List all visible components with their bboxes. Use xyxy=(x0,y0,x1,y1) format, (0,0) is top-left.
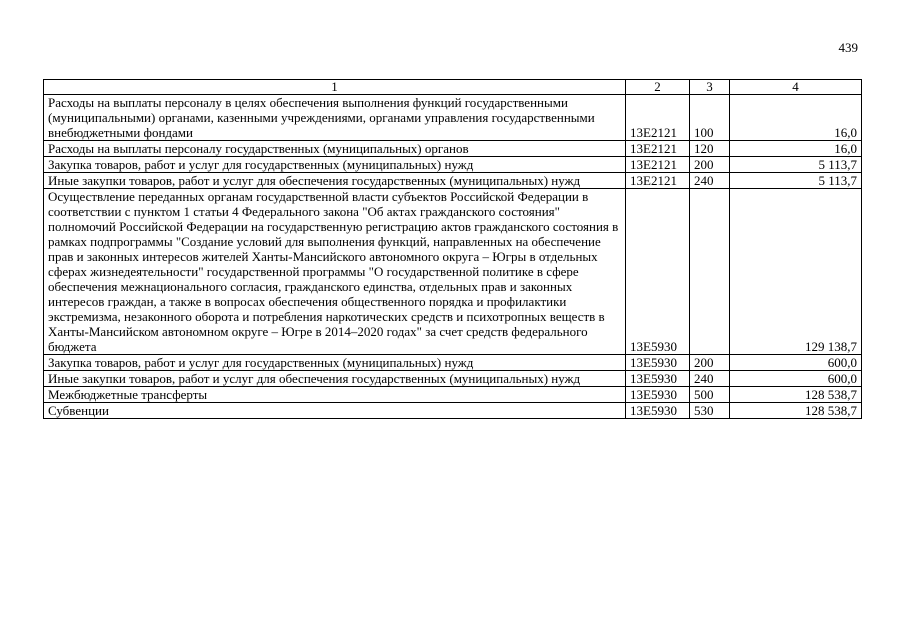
cell-type: 530 xyxy=(690,403,730,419)
cell-type xyxy=(690,189,730,355)
budget-table xyxy=(43,79,862,419)
cell-amount: 128 538,7 xyxy=(730,387,862,403)
table-row xyxy=(44,403,862,419)
column-header-amount: 4 xyxy=(730,80,862,95)
cell-code: 13Е5930 xyxy=(626,355,690,371)
cell-amount: 600,0 xyxy=(730,371,862,387)
cell-amount: 16,0 xyxy=(730,95,862,141)
cell-type: 240 xyxy=(690,371,730,387)
cell-code: 13Е5930 xyxy=(626,403,690,419)
column-header-type: 3 xyxy=(690,80,730,95)
page-number: 439 xyxy=(838,40,858,55)
cell-amount: 600,0 xyxy=(730,355,862,371)
cell-amount: 129 138,7 xyxy=(730,189,862,355)
cell-amount: 16,0 xyxy=(730,141,862,157)
table-row xyxy=(44,157,862,173)
cell-name: Расходы на выплаты персоналу в целях обеспечения выполнения функций государственными (муниципальными) органами, казенными учреждениями, органами управления государственными внебюджетными фондами xyxy=(44,95,626,141)
cell-type: 500 xyxy=(690,387,730,403)
cell-name: Иные закупки товаров, работ и услуг для обеспечения государственных (муниципальных) нужд xyxy=(44,371,626,387)
table-row xyxy=(44,141,862,157)
cell-code: 13Е2121 xyxy=(626,141,690,157)
table-row xyxy=(44,189,862,355)
cell-code: 13Е2121 xyxy=(626,95,690,141)
table-header-row xyxy=(44,80,862,95)
cell-type: 100 xyxy=(690,95,730,141)
table-row xyxy=(44,371,862,387)
cell-name: Закупка товаров, работ и услуг для государственных (муниципальных) нужд xyxy=(44,157,626,173)
cell-name: Расходы на выплаты персоналу государственных (муниципальных) органов xyxy=(44,141,626,157)
table-row xyxy=(44,95,862,141)
cell-name: Закупка товаров, работ и услуг для государственных (муниципальных) нужд xyxy=(44,355,626,371)
column-header-name: 1 xyxy=(44,80,626,95)
cell-code: 13Е5930 xyxy=(626,371,690,387)
column-header-code: 2 xyxy=(626,80,690,95)
table-row xyxy=(44,173,862,189)
cell-type: 120 xyxy=(690,141,730,157)
cell-type: 200 xyxy=(690,355,730,371)
cell-type: 240 xyxy=(690,173,730,189)
cell-amount: 5 113,7 xyxy=(730,157,862,173)
cell-type: 200 xyxy=(690,157,730,173)
table-row xyxy=(44,387,862,403)
cell-code: 13Е2121 xyxy=(626,173,690,189)
cell-name: Иные закупки товаров, работ и услуг для обеспечения государственных (муниципальных) нужд xyxy=(44,173,626,189)
cell-amount: 128 538,7 xyxy=(730,403,862,419)
table-row xyxy=(44,355,862,371)
cell-code: 13Е5930 xyxy=(626,189,690,355)
cell-name: Осуществление переданных органам государственной власти субъектов Российской Федерации в соответствии с пунктом 1 статьи 4 Федерального закона "Об актах гражданского состояния" полномочий Российской Федерации на государственную регистрацию актов гражданского состояния в рамках подпрограммы "Создание условий для выполнения функций, направленных на обеспечение прав и законных интересов жителей Ханты-Мансийского автономного округа – Югры в отдельных сферах жизнедеятельности" государственной программы "О государственной политике в сфере обеспечения межнационального согласия, гражданского единства, отдельных прав и законных интересов граждан, а также в вопросах обеспечения общественного порядка и профилактики экстремизма, незаконного оборота и потребления наркотических средств и психотропных веществ в Ханты-Мансийском автономном округе – Югре в 2014–2020 годах" за счет средств федерального бюджета xyxy=(44,189,626,355)
cell-amount: 5 113,7 xyxy=(730,173,862,189)
cell-name: Межбюджетные трансферты xyxy=(44,387,626,403)
cell-code: 13Е2121 xyxy=(626,157,690,173)
cell-code: 13Е5930 xyxy=(626,387,690,403)
cell-name: Субвенции xyxy=(44,403,626,419)
